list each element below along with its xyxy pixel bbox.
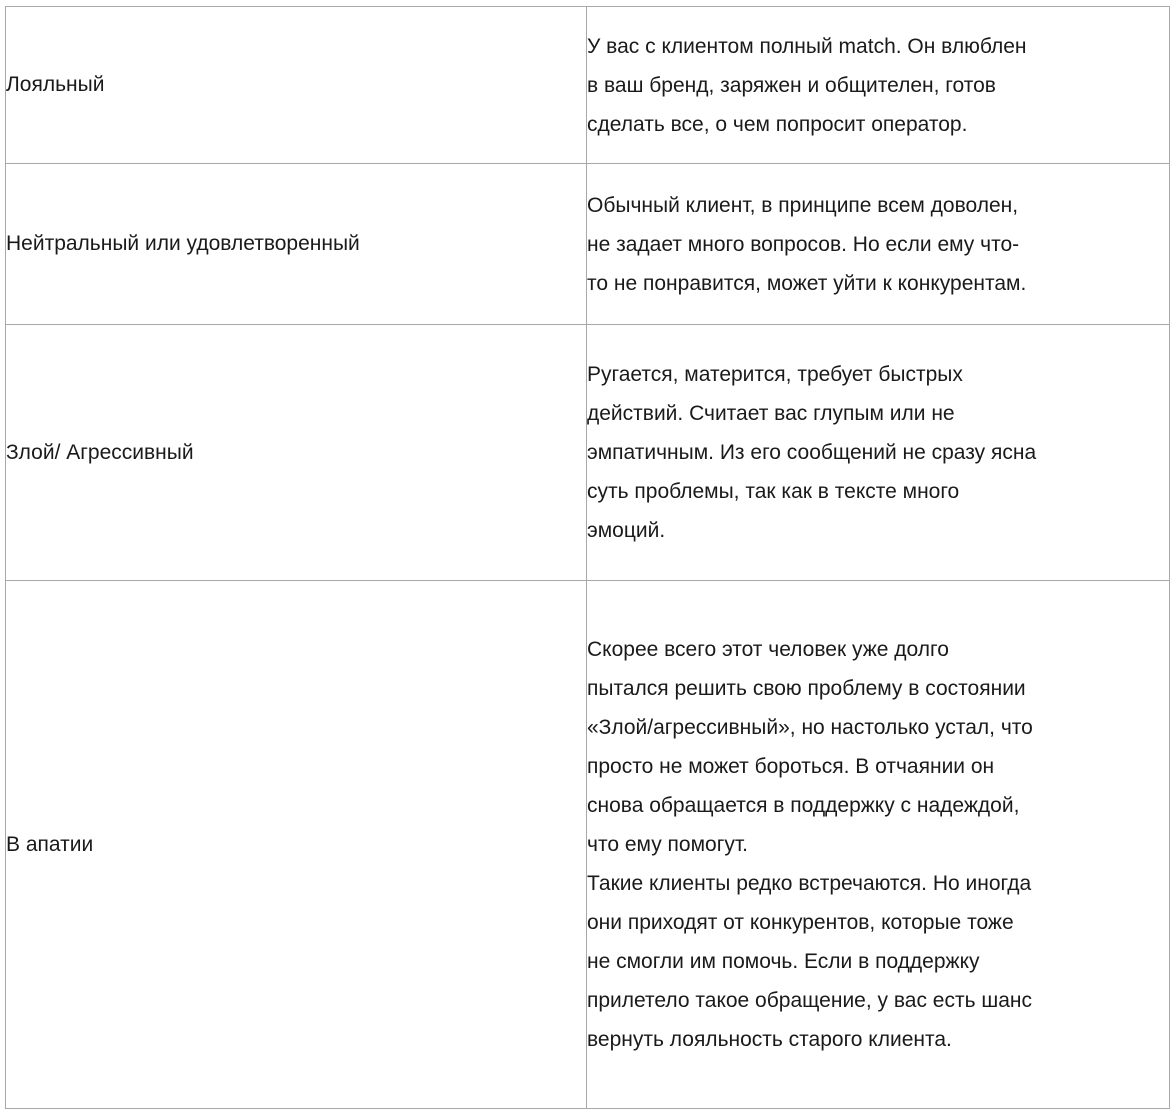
client-state-label: Нейтральный или удовлетворенный (6, 232, 360, 255)
client-state-description-cell (587, 7, 1170, 164)
table-row (6, 581, 1170, 1109)
client-state-description-extra: Такие клиенты редко встречаются. Но иногда они приходят от конкурентов, которые тоже не смогли им помочь. Если в поддержку прилетело такое обращение, у вас есть шанс вернуть лояльность старого клиента. (587, 872, 1032, 1051)
client-state-cell (6, 581, 587, 1109)
client-state-description: Обычный клиент, в принципе всем доволен, не задает много вопросов. Но если ему что- то не понравится, может уйти к конкурентам. (587, 193, 1027, 295)
client-state-description-cell (587, 164, 1170, 325)
client-state-cell (6, 164, 587, 325)
client-state-cell (6, 7, 587, 164)
table-row (6, 325, 1170, 581)
client-state-cell (6, 325, 587, 581)
client-state-label: Злой/ Агрессивный (6, 440, 194, 464)
client-state-description: Ругается, матерится, требует быстрых действий. Считает вас глупым или не эмпатичным. Из его сообщений не сразу ясна суть проблемы, так как в тексте много эмоций. (587, 363, 1037, 542)
client-states-table (5, 6, 1170, 1109)
client-state-description-cell (587, 325, 1170, 581)
client-state-label: Лояльный (6, 73, 105, 96)
table-row (6, 164, 1170, 325)
client-state-label: В апатии (6, 832, 94, 856)
table-row (6, 7, 1170, 164)
client-state-description-cell (587, 581, 1170, 1109)
client-state-description: Скорее всего этот человек уже долго пытался решить свою проблему в состоянии «Злой/агрессивный», но настолько устал, что просто не может бороться. В отчаянии он снова обращается в поддержку с надеждой, что ему помогут. (587, 638, 1033, 856)
client-state-description: У вас с клиентом полный match. Он влюблен в ваш бренд, заряжен и общителен, готов сделать все, о чем попросит оператор. (587, 34, 1027, 136)
